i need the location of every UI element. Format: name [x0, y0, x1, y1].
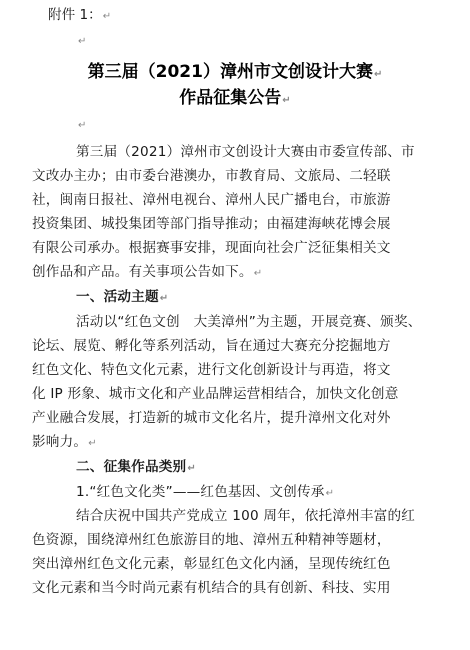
- section1-line: 论坛、展览、孵化等系列活动，旨在通过大赛充分挖掘地方: [32, 338, 391, 354]
- paragraph-mark-icon: ↵: [187, 463, 196, 474]
- section1-line: 红色文化、特色文化元素，进行文化创新设计与再造，将文: [32, 362, 391, 378]
- section2-subheading: 1.“红色文化类”——红色基因、文创传承↵: [76, 484, 335, 500]
- attachment-label: 附件 1：↵: [48, 7, 112, 23]
- intro-line-last: 创作品和产品。有关事项公告如下。↵: [32, 264, 263, 280]
- paragraph-mark-icon: ↵: [159, 293, 169, 304]
- section1-line: 化 IP 形象、城市文化和产业品牌运营相结合，加快文化创意: [32, 386, 399, 402]
- section2-line: 文化元素和当今时尚元素有机结合的具有创新、科技、实用: [32, 580, 391, 596]
- section2-line: 色资源，围绕漳州红色旅游目的地、漳州五种精神等题材，: [32, 532, 391, 548]
- document-title-line-2: 作品征集公告↵: [179, 88, 291, 108]
- section1-line: 活动以“红色文创 大美漳州”为主题，开展竞赛、颁奖、: [76, 314, 422, 330]
- section2-line: 结合庆祝中国共产党成立 100 周年，依托漳州丰富的红: [76, 508, 416, 524]
- section1-line: 产业融合发展，打造新的城市文化名片，提升漳州文化对外: [32, 410, 391, 426]
- section2-line: 突出漳州红色文化元素，彰显红色文化内涵，呈现传统红色: [32, 556, 391, 572]
- paragraph-mark-icon: ↵: [78, 36, 87, 47]
- paragraph-mark-icon: ↵: [282, 95, 291, 106]
- paragraph-mark-icon: ↵: [78, 120, 87, 131]
- paragraph-mark-icon: ↵: [88, 438, 97, 449]
- intro-line: 第三届（2021）漳州市文创设计大赛由市委宣传部、市: [76, 144, 415, 160]
- paragraph-mark-icon: ↵: [325, 488, 335, 499]
- intro-line: 投资集团、城投集团等部门指导推动；由福建海峡花博会展: [32, 216, 391, 232]
- intro-line: 文改办主办；由市委台港澳办，市教育局、文旅局、二轻联: [32, 168, 391, 184]
- section-heading: 一、活动主题↵: [76, 289, 169, 305]
- paragraph-mark-icon: ↵: [373, 69, 383, 80]
- section-heading: 二、征集作品类别↵: [76, 459, 196, 475]
- section1-line-last: 影响力。↵: [32, 434, 97, 450]
- intro-line: 社，闽南日报社、漳州电视台、漳州人民广播电台，市旅游: [32, 192, 391, 208]
- paragraph-mark-icon: ↵: [253, 268, 263, 279]
- paragraph-mark-icon: ↵: [102, 11, 112, 22]
- document-title-line-1: 第三届（2021）漳州市文创设计大赛↵: [87, 62, 383, 82]
- intro-line: 有限公司承办。根据赛事安排，现面向社会广泛征集相关文: [32, 240, 391, 256]
